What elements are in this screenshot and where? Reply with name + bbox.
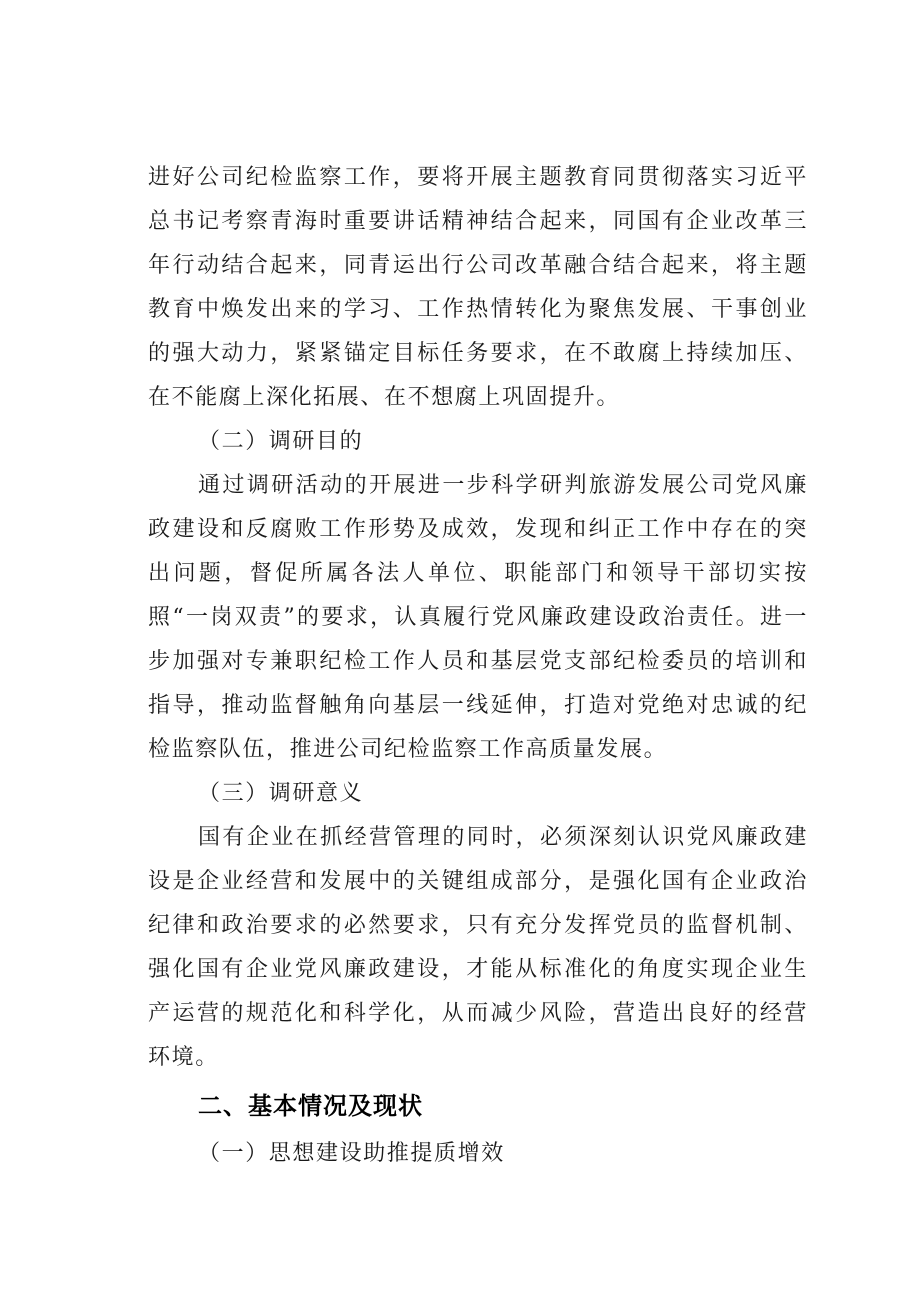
section-heading-basic-situation: 二、基本情况及现状	[198, 1092, 423, 1120]
subheading-ideological-building: （一）思想建设助推提质增效	[198, 1141, 505, 1166]
paragraph-research-purpose: 通过调研活动的开展进一步科学研判旅游发展公司党风廉政建设和反腐败工作形势及成效，发现和纠正工作中存在的突出问题，督促所属各法人单位、职能部门和领导干部切实按照“一岗双责”的要求，认真履行党风廉政建设政治责任。进一步加强对专兼职纪检工作人员和基层党支部纪检委员的培训和指导，推动监督触角向基层一线延伸，打造对党绝对忠诚的纪检监察队伍，推进公司纪检监察工作高质量发展。	[148, 473, 808, 762]
subheading-research-significance: （三）调研意义	[198, 781, 364, 806]
paragraph-research-significance: 国有企业在抓经营管理的同时，必须深刻认识党风廉政建设是企业经营和发展中的关键组成部分，是强化国有企业政治纪律和政治要求的必然要求，只有充分发挥党员的监督机制、强化国有企业党风廉政建设，才能从标准化的角度实现企业生产运营的规范化和科学化，从而减少风险，营造出良好的经营环境。	[148, 825, 808, 1070]
subheading-research-purpose: （二）调研目的	[198, 429, 364, 454]
document-body	[148, 156, 808, 1176]
paragraph-continuation: 进好公司纪检监察工作，要将开展主题教育同贯彻落实习近平总书记考察青海时重要讲话精神结合起来，同国有企业改革三年行动结合起来，同青运出行公司改革融合结合起来，将主题教育中焕发出来的学习、工作热情转化为聚焦发展、干事创业的强大动力，紧紧锚定目标任务要求，在不敢腐上持续加压、在不能腐上深化拓展、在不想腐上巩固提升。	[148, 165, 808, 410]
